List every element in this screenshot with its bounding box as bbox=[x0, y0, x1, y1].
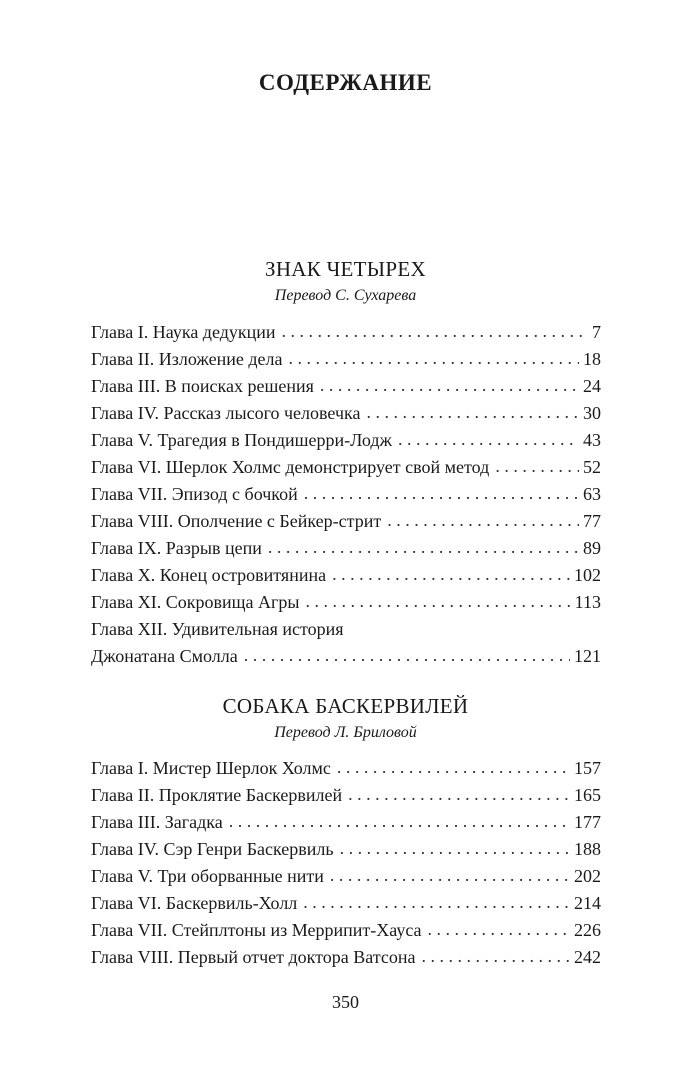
toc-entry[interactable] bbox=[91, 809, 601, 836]
dot-leader bbox=[229, 808, 570, 835]
entry-title: Глава VII. Эпизод с бочкой bbox=[91, 484, 298, 504]
entry-title: Глава II. Проклятие Баскервилей bbox=[91, 785, 343, 805]
entry-title: Глава IV. Рассказ лысого человечка bbox=[91, 403, 361, 423]
entry-page: 226 bbox=[574, 920, 601, 940]
entry-page: 89 bbox=[583, 538, 601, 558]
dot-leader bbox=[332, 561, 570, 588]
section-translator-hound: Перевод Л. Бриловой bbox=[274, 724, 417, 741]
toc-entry[interactable] bbox=[91, 400, 601, 427]
toc-list-sign-of-four bbox=[91, 319, 601, 670]
dot-leader bbox=[495, 453, 579, 480]
entry-title: Глава VIII. Ополчение с Бейкер-стрит bbox=[91, 511, 382, 531]
toc-entry[interactable] bbox=[91, 890, 601, 917]
dot-leader bbox=[330, 862, 570, 889]
toc-entry[interactable] bbox=[91, 508, 601, 535]
toc-entry[interactable] bbox=[91, 755, 601, 782]
toc-entry[interactable] bbox=[91, 944, 601, 971]
entry-title: Глава X. Конец островитянина bbox=[91, 565, 327, 585]
toc-entry[interactable] bbox=[91, 917, 601, 944]
toc-entry[interactable] bbox=[91, 481, 601, 508]
entry-title: Глава VI. Шерлок Холмс демонстрирует свой метод bbox=[91, 457, 490, 477]
entry-page: 113 bbox=[574, 592, 601, 612]
dot-leader bbox=[428, 916, 570, 943]
toc-entry[interactable] bbox=[91, 863, 601, 890]
dot-leader bbox=[244, 642, 570, 669]
entry-title: Глава VI. Баскервиль-Холл bbox=[91, 893, 298, 913]
entry-title-continued: Джонатана Смолла bbox=[91, 646, 238, 666]
entry-title: Глава V. Три оборванные нити bbox=[91, 866, 324, 886]
toc-entry[interactable] bbox=[91, 373, 601, 400]
entry-title: Глава IV. Сэр Генри Баскервиль bbox=[91, 839, 334, 859]
entry-page: 177 bbox=[574, 812, 601, 832]
toc-entry[interactable] bbox=[91, 535, 601, 562]
toc-entry[interactable] bbox=[91, 589, 601, 616]
toc-entry[interactable] bbox=[91, 616, 601, 670]
dot-leader bbox=[320, 372, 579, 399]
toc-entry[interactable] bbox=[91, 319, 601, 346]
entry-page: 165 bbox=[574, 785, 601, 805]
entry-page: 77 bbox=[583, 511, 601, 531]
dot-leader bbox=[366, 399, 579, 426]
section-title-sign-of-four: ЗНАК ЧЕТЫРЕХ bbox=[265, 257, 426, 281]
toc-entry[interactable] bbox=[91, 454, 601, 481]
dot-leader bbox=[305, 588, 570, 615]
toc-entry[interactable] bbox=[91, 427, 601, 454]
entry-page: 121 bbox=[574, 646, 601, 666]
entry-page: 43 bbox=[583, 430, 601, 450]
dot-leader bbox=[422, 943, 570, 970]
dot-leader bbox=[282, 318, 588, 345]
entry-page: 24 bbox=[583, 376, 601, 396]
dot-leader bbox=[337, 754, 570, 781]
entry-title: Глава III. В поисках решения bbox=[91, 376, 314, 396]
entry-page: 157 bbox=[574, 758, 601, 778]
entry-page: 18 bbox=[583, 349, 601, 369]
dot-leader bbox=[304, 480, 579, 507]
entry-title: Глава I. Наука дедукции bbox=[91, 322, 276, 342]
toc-entry[interactable] bbox=[91, 346, 601, 373]
entry-page: 7 bbox=[592, 322, 601, 342]
entry-title: Глава VII. Стейплтоны из Меррипит-Хауса bbox=[91, 920, 422, 940]
entry-page: 30 bbox=[583, 403, 601, 423]
entry-title: Глава III. Загадка bbox=[91, 812, 223, 832]
dot-leader bbox=[398, 426, 579, 453]
entry-title: Глава XI. Сокровища Агры bbox=[91, 592, 300, 612]
toc-entry[interactable] bbox=[91, 562, 601, 589]
entry-title: Глава I. Мистер Шерлок Холмс bbox=[91, 758, 331, 778]
toc-list-hound bbox=[91, 755, 601, 971]
entry-page: 102 bbox=[574, 565, 601, 585]
entry-page: 188 bbox=[574, 839, 601, 859]
dot-leader bbox=[288, 345, 579, 372]
entry-title: Глава V. Трагедия в Пондишерри-Лодж bbox=[91, 430, 392, 450]
toc-entry[interactable] bbox=[91, 782, 601, 809]
dot-leader bbox=[268, 534, 579, 561]
entry-title: Глава II. Изложение дела bbox=[91, 349, 283, 369]
dot-leader bbox=[303, 889, 570, 916]
section-title-hound: СОБАКА БАСКЕРВИЛЕЙ bbox=[222, 694, 469, 718]
dot-leader bbox=[340, 835, 570, 862]
section-translator-sign-of-four: Перевод С. Сухарева bbox=[274, 287, 417, 304]
entry-page: 214 bbox=[574, 893, 601, 913]
dot-leader bbox=[387, 507, 579, 534]
entry-page: 52 bbox=[583, 457, 601, 477]
toc-entry[interactable] bbox=[91, 836, 601, 863]
page-number: 350 bbox=[332, 992, 359, 1012]
entry-page: 242 bbox=[574, 947, 601, 967]
entry-page: 63 bbox=[583, 484, 601, 504]
entry-page: 202 bbox=[574, 866, 601, 886]
dot-leader bbox=[348, 781, 570, 808]
entry-title: Глава XII. Удивительная история bbox=[91, 619, 344, 639]
page-title: СОДЕРЖАНИЕ bbox=[258, 70, 433, 95]
entry-title: Глава IX. Разрыв цепи bbox=[91, 538, 262, 558]
entry-title: Глава VIII. Первый отчет доктора Ватсона bbox=[91, 947, 416, 967]
